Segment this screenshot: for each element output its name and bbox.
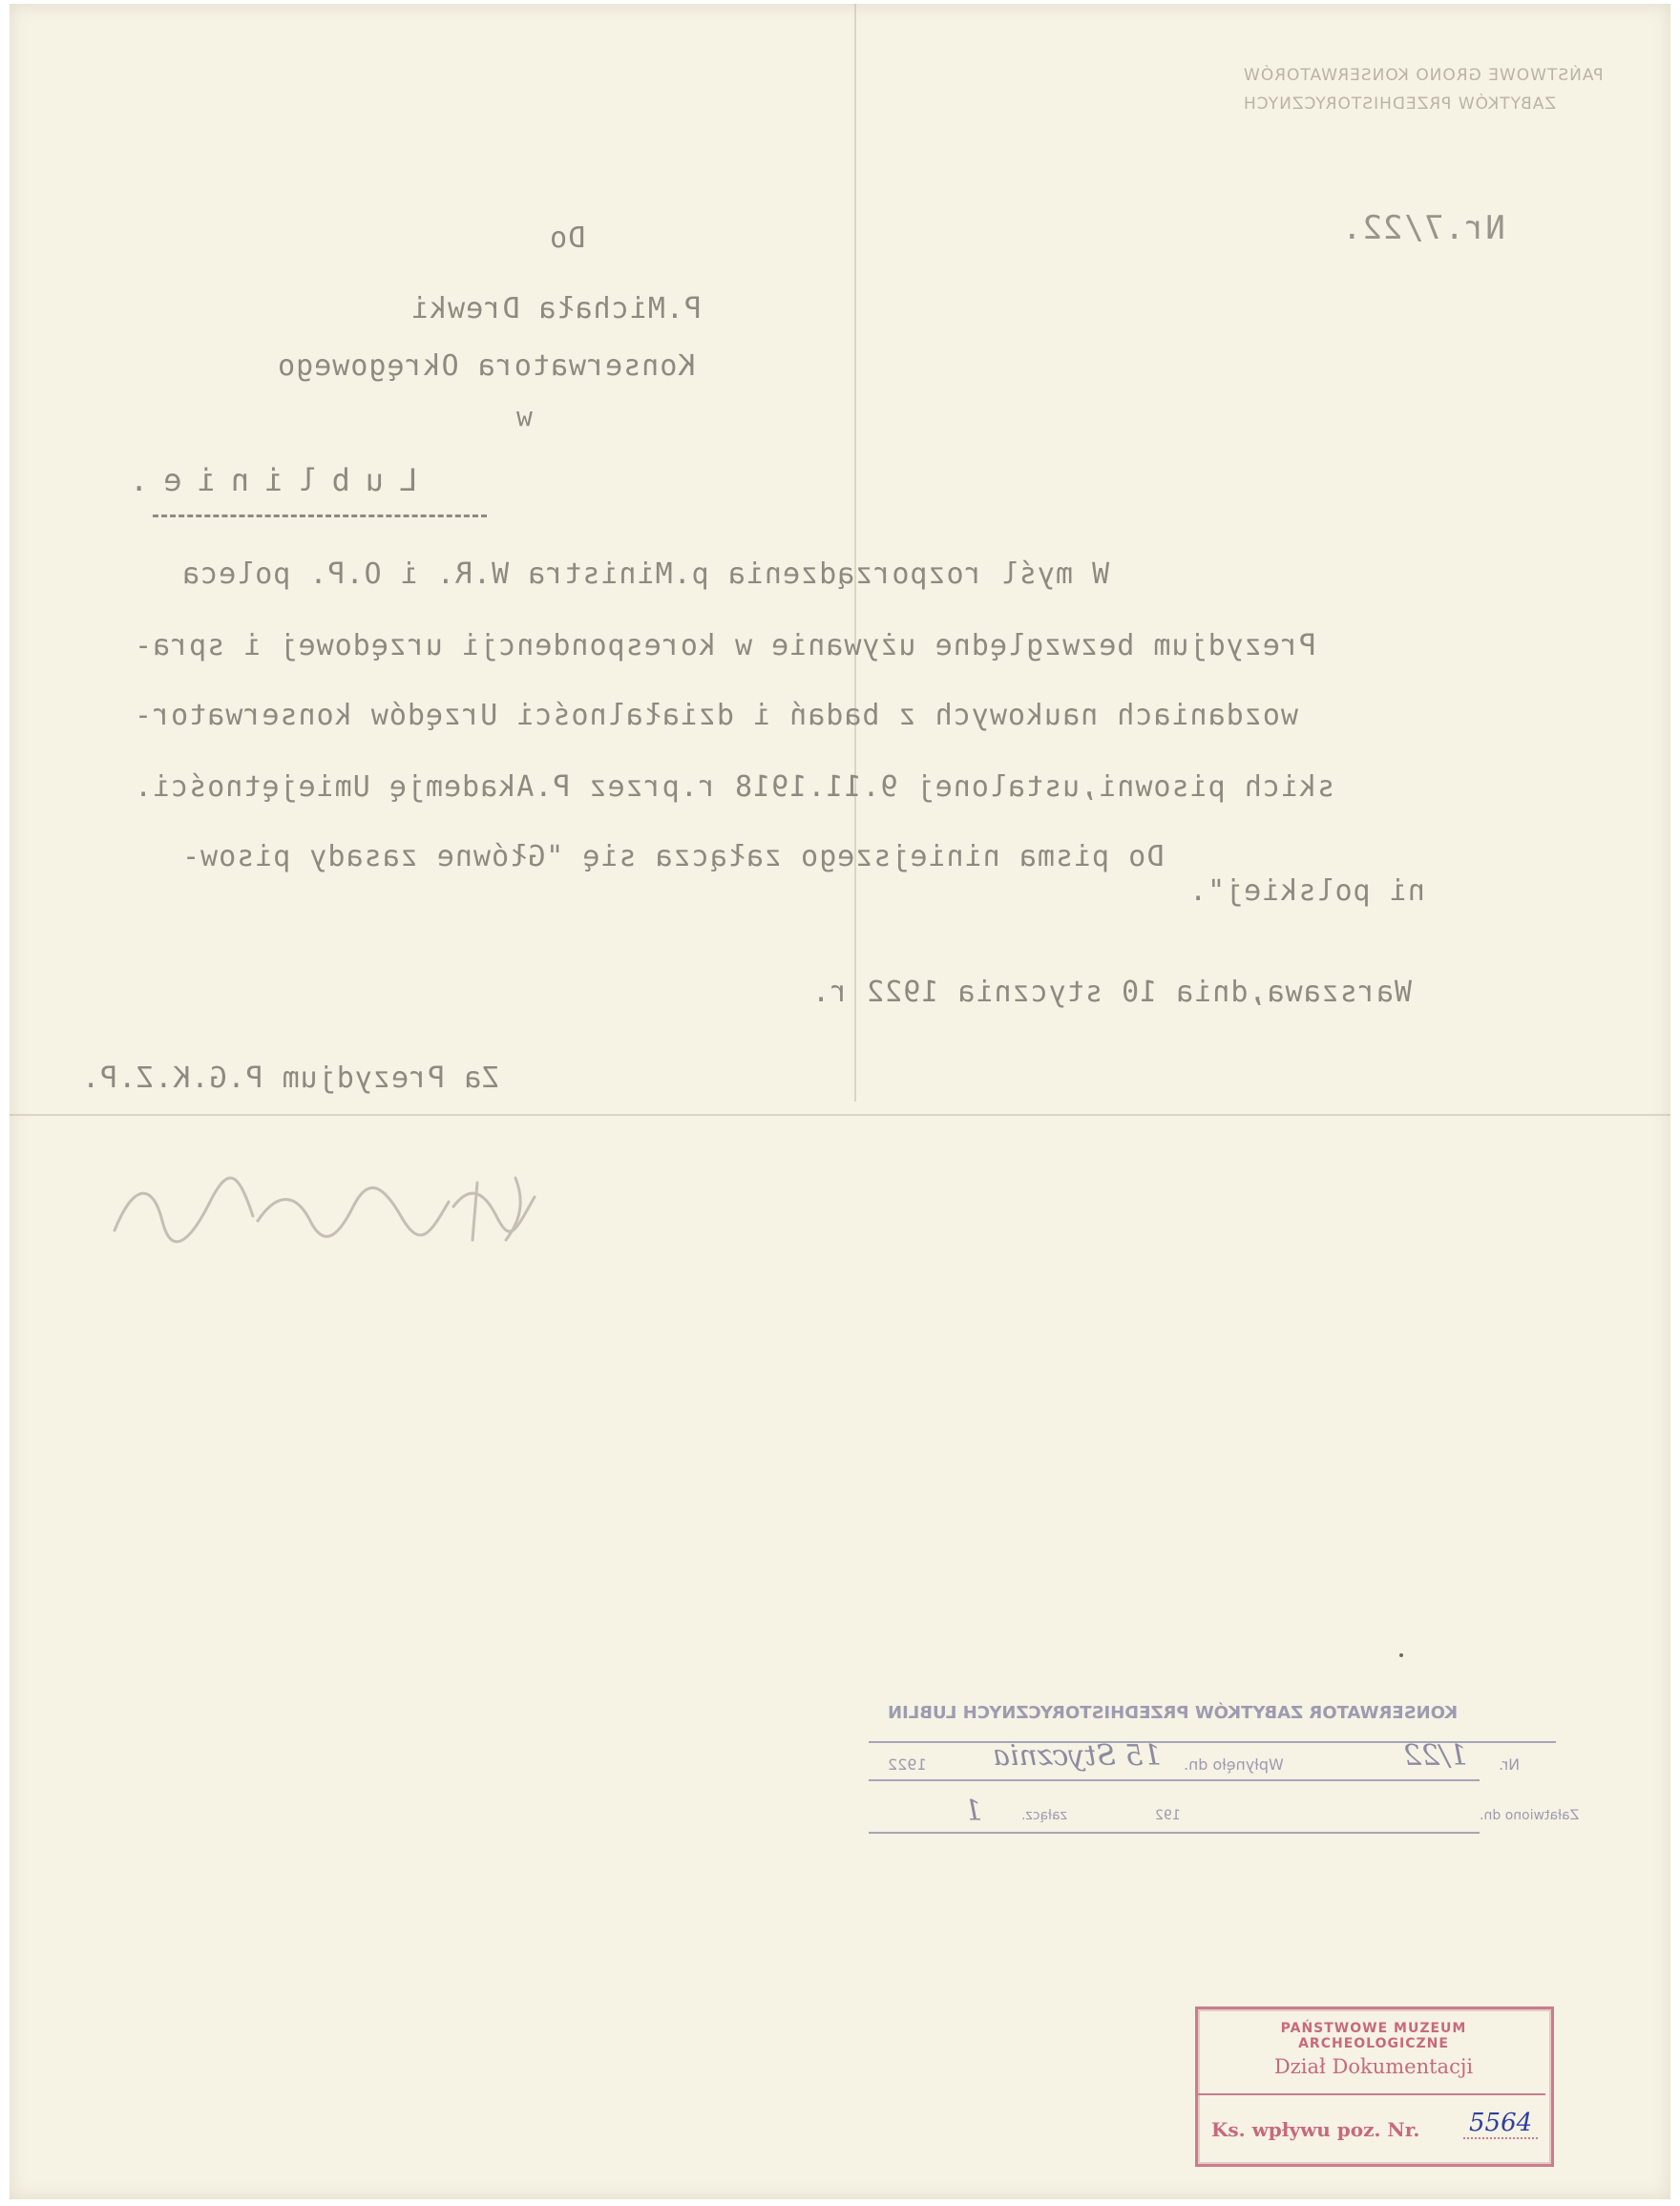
body-line-5: Do pisma niniejszego załącza się "Główne zasady pisow- [181, 840, 1165, 873]
recipient-city: Lublinie. [115, 462, 418, 498]
reference-number: Nr.7/22. [1341, 209, 1505, 247]
city-underline [153, 515, 487, 517]
registry-label-attachments: załącz. [1021, 1808, 1067, 1823]
body-line-6: ni polskiej". [1188, 874, 1425, 908]
museum-stamp [1195, 2006, 1554, 2167]
recipient-to: Do [549, 221, 586, 255]
registry-handwritten-date: 15 Stycznia [993, 1739, 1162, 1773]
museum-stamp-line2: Dział Dokumentacji [1273, 2055, 1474, 2078]
fold-crease-horizontal [10, 1114, 1670, 1116]
museum-stamp-label: Ks. wpływu poz. Nr. [1211, 2118, 1420, 2141]
registry-header: KONSERWATOR ZABYTKÓW PRZEDHISTORYCZNYCH LUBLIN [888, 1703, 1459, 1723]
ink-dot [1399, 1653, 1403, 1657]
recipient-title: Konserwatora Okręgowego [277, 349, 696, 383]
letterhead [1243, 61, 1604, 118]
registry-handwritten-attachments: 1 [964, 1795, 983, 1828]
body-line-3: wozdaniach naukowych z badań i działalności Urzędów konserwator- [134, 699, 1298, 732]
document-page [10, 4, 1670, 2199]
body-line-4: skich pisowni,ustalonej 9.11.1918 r.przez P.Akademję Umiejętności. [134, 770, 1335, 804]
registry-handwritten-nr: 1/22 [1403, 1739, 1468, 1773]
recipient-name: P.Michała Drewki [410, 292, 702, 326]
registry-label-received: Wpłynęło dn. [1184, 1755, 1284, 1774]
registry-stamp [869, 1703, 1580, 1884]
signoff: Za Prezydjum P.G.K.Z.P. [81, 1061, 500, 1095]
registry-label-year2: 192 [1155, 1808, 1181, 1823]
date-line: Warszawa,dnia 10 stycznia 1922 r. [811, 976, 1413, 1009]
registry-label-nr: Nr. [1499, 1755, 1521, 1774]
museum-stamp-divider [1198, 2093, 1545, 2095]
body-line-1: W myśl rozporządzenia p.Ministra W.R. i O.P. poleca [181, 557, 1110, 591]
museum-stamp-number: 5564 [1463, 2109, 1538, 2139]
museum-stamp-line1: PAŃSTWOWE MUZEUM ARCHEOLOGICZNE [1280, 2021, 1467, 2051]
letterhead-line-2: ZABYTKÓW PRZEDHISTORYCZNYCH [1243, 95, 1557, 114]
body-line-2: Prezydjum bezwzględne używanie w korespondencji urzędowej i spra- [134, 629, 1316, 662]
signature [95, 1164, 554, 1250]
fold-crease-vertical [854, 4, 856, 1102]
recipient-in: w [515, 401, 533, 432]
letterhead-line-1: PAŃSTWOWE GRONO KONSERWATORÓW [1243, 66, 1604, 85]
registry-year: 1922 [888, 1755, 927, 1774]
registry-label-handled: Załatwiono dn. [1480, 1808, 1580, 1823]
